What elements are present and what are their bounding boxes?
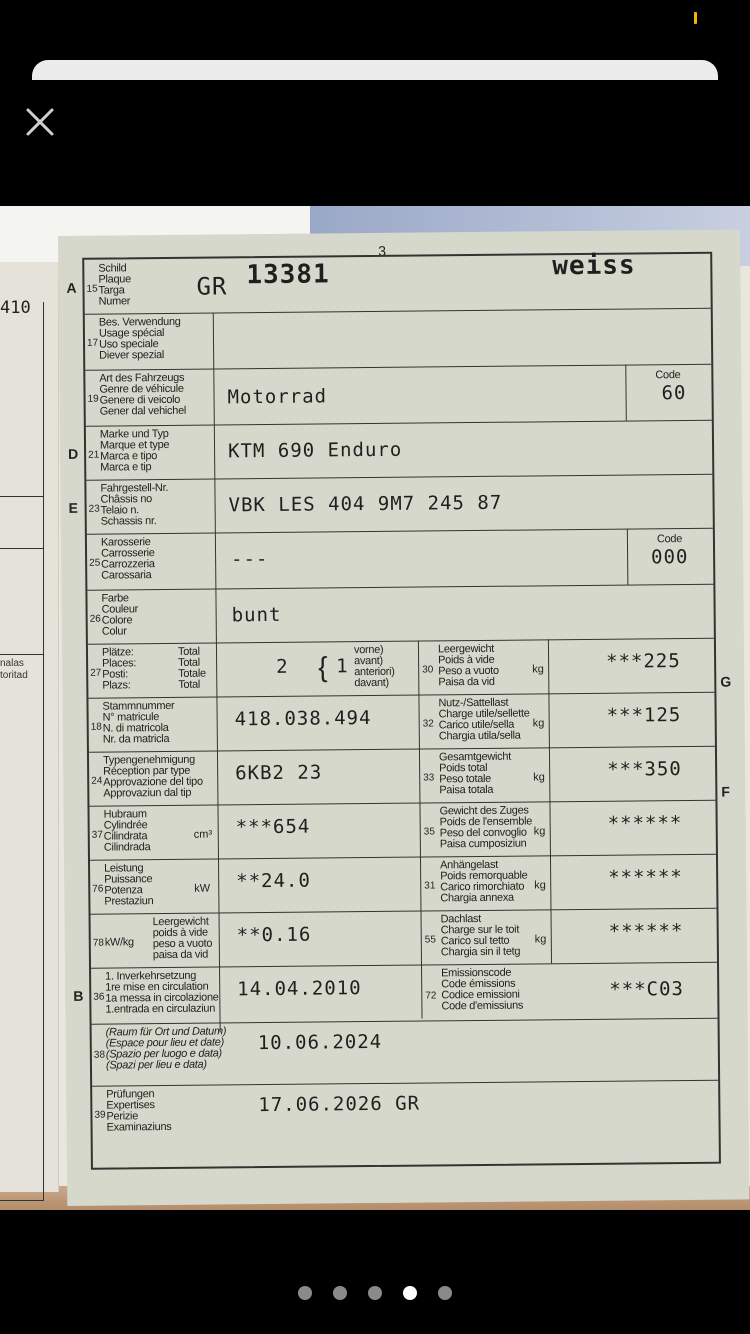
field-label-vehicle-type: Art des Fahrzeugs Genre de véhicule Genere di veicolo Gener dal vehichel: [99, 371, 187, 418]
field-label-gross-weight: Gesamtgewicht Poids total Peso totale Paisa totala: [438, 750, 511, 797]
field-label-emission-code: Emissionscode Code émissions Codice emissioni Code d'emissiuns: [441, 966, 524, 1013]
field-label-place-date: (Raum für Ort und Datum) (Espace pour lieu et date) (Spazio per luogo e data) (Spazi per lieu e data): [105, 1025, 227, 1072]
left-page-label: nalas: [0, 658, 24, 669]
payload-value: ***125: [606, 704, 682, 727]
page-dot[interactable]: [403, 1286, 417, 1300]
field-label-power: Leistung Puissance Potenza Prestaziun: [104, 862, 154, 908]
towing-weight-value: ******: [608, 866, 683, 889]
gross-weight-value: ***350: [607, 758, 682, 781]
registration-card: [58, 229, 749, 1206]
seats-front: 1: [336, 655, 349, 678]
left-page-label: toritad: [0, 670, 28, 681]
registration-grid: Schild Plaque Targa Numer 15 A GR 13381 weiss Bes. Verwendung Usage spécial Uso speciale Diever spezial 17 Art des Fahrzeugs Genre de véhicule Genere di veicolo Gener dal vehichel 19 Motorrad Code 60 Marke und Typ Marque et type Marca e tipo Marca e tip 21 D KTM 690 Enduro Fahrgestell-Nr. Châssis no Telaio n. Schassis nr. 23 E VBK LES 404 9M7 245 87 Karosserie Carrosserie Carrozzeria Carossaria 25 --- Code 000 Farbe Couleur Colore Colur 26 bunt Plätze: Places: Posti: Plazs: Total Total Totale Total 27 2 { 1 vorne) avant) anteriori) davant) Leergewicht Poids à vide Peso a vuoto Paisa da vid 30 kg ***225 Stammnummer N° matricule N. di matricola Nr. da matricla 18 418.038.494 Nutz-/Sattellast Charge utile/sellette Carico utile/sella Chargia utila/sella 32 kg ***125 Typengenehmigung Réception par type Approvazione del tipo Approvaziun dal tip 24 6KB2 23 Gesamtgewicht Poids total Peso totale Paisa totala 33 kg ***350 Hubraum Cylindrée Cilindrata Cilindrada 37 cm³ ***654 Gewicht des Zuges Poids de l'ensemble Peso del convoglio Paisa cumposiziun 35 kg ****** Leistung Puissance Potenza Prestaziun 76 kW **24.0 Anhängelast Poids remorquable Carico rimorchiato Chargia annexa 31 kg ****** 78 kW/kg Leergewicht poids à vide peso a vuoto paisa da vid **0.16 Dachlast Charge sur le toit Carico sul tetto Chargia sin il tetg 55 kg ****** 1. Inverkehrsetzung 1re mise en circulation 1a messa in circolazione 1.entrada en circulaziun 36 B 14.04.2010 Emissionscode Code émissions Codice emissioni Code d'emissiuns 72 ***C03 (Raum für Ort und Datum) (Espace pour lieu et date) (Spazio per luogo e data) (Spazi per lieu e data) 38 10.06.2024 Prüfungen Expertises Perizie Examinaziuns 39 17.06.2026 GR: [82, 252, 721, 1170]
field-label-power-weight: kW/kg: [104, 936, 134, 949]
field-label-plate: Schild Plaque Targa Numer: [98, 262, 131, 308]
seats-total: 2: [276, 655, 289, 678]
viewer-top-bar: [0, 80, 750, 206]
first-registration-value: 14.04.2010: [237, 977, 362, 1001]
status-indicator: [694, 12, 697, 24]
body-code: 000: [651, 545, 689, 569]
make-model-value: KTM 690 Enduro: [227, 438, 403, 463]
type-approval-value: 6KB2 23: [235, 761, 323, 785]
vehicle-type-value: Motorrad: [227, 385, 328, 409]
field-label-empty-weight: Leergewicht Poids à vide Peso a vuoto Paisa da vid: [437, 642, 499, 689]
field-label-inspections: Prüfungen Expertises Perizie Examinaziuns: [106, 1088, 172, 1134]
page-dot[interactable]: [333, 1286, 347, 1300]
field-label-body: Karosserie Carrosserie Carrozzeria Carossaria: [100, 536, 155, 582]
field-label-make: Marke und Typ Marque et type Marca e tipo Marca e tip: [99, 427, 170, 474]
chassis-number-value: VBK LES 404 9M7 245 87: [228, 491, 503, 517]
plate-canton: GR: [196, 272, 228, 301]
place-date-value: 10.06.2024: [257, 1030, 383, 1055]
field-label-seats: Plätze: Places: Posti: Plazs:: [101, 646, 137, 692]
displacement-value: ***654: [235, 815, 311, 839]
empty-weight-value: ***225: [606, 650, 681, 673]
close-button[interactable]: [22, 104, 58, 140]
page-indicator: [298, 1286, 452, 1300]
train-weight-value: ******: [607, 812, 683, 835]
field-label-roof-load: Dachlast Charge sur le toit Carico sul tetto Chargia sin il tetg: [440, 912, 521, 959]
power-weight-value: **0.16: [236, 923, 312, 947]
vehicle-type-code: 60: [661, 381, 687, 405]
plate-color: weiss: [552, 250, 636, 282]
photo-viewer-image: [0, 206, 750, 1210]
field-label-train-weight: Gewicht des Zuges Poids de l'ensemble Peso del convoglio Paisa cumposiziun: [439, 804, 533, 851]
inspection-value: 17.06.2026 GR: [258, 1092, 421, 1117]
power-value: **24.0: [236, 869, 311, 893]
field-label-special-use: Bes. Verwendung Usage spécial Uso speciale Diever spezial: [98, 315, 181, 362]
field-label-payload: Nutz-/Sattellast Charge utile/sellette Carico utile/sella Chargia utila/sella: [438, 696, 530, 743]
field-label-displacement: Hubraum Cylindrée Cilindrata Cilindrada: [103, 808, 151, 854]
color-value: bunt: [231, 603, 282, 627]
emission-code-value: ***C03: [609, 978, 685, 1001]
master-number-value: 418.038.494: [234, 707, 372, 731]
body-value: ---: [231, 547, 269, 571]
close-icon: [22, 104, 58, 140]
page-dot[interactable]: [298, 1286, 312, 1300]
field-label-color: Farbe Couleur Colore Colur: [101, 592, 139, 638]
side-letter: F: [721, 783, 731, 800]
field-label-towing-weight: Anhängelast Poids remorquable Carico rimorchiato Chargia annexa: [440, 858, 528, 905]
field-label-chassis: Fahrgestell-Nr. Châssis no Telaio n. Schassis nr.: [100, 481, 169, 528]
field-label-type-approval: Typengenehmigung Réception par type Approvazione del tipo Approvaziun dal tip: [102, 753, 203, 800]
roof-load-value: ******: [608, 920, 684, 943]
page-dot[interactable]: [368, 1286, 382, 1300]
left-page: [0, 262, 59, 1192]
page-number: 3: [378, 242, 387, 259]
field-label-master-number: Stammnummer N° matricule N. di matricola Nr. da matricla: [102, 699, 175, 746]
plate-number: 13381: [246, 259, 330, 291]
left-page-value: 410: [0, 298, 31, 318]
side-letter: G: [720, 673, 732, 690]
page-dot[interactable]: [438, 1286, 452, 1300]
field-label-first-registration: 1. Inverkehrsetzung 1re mise en circulation 1a messa in circolazione 1.entrada en circulaziun: [105, 969, 219, 1016]
